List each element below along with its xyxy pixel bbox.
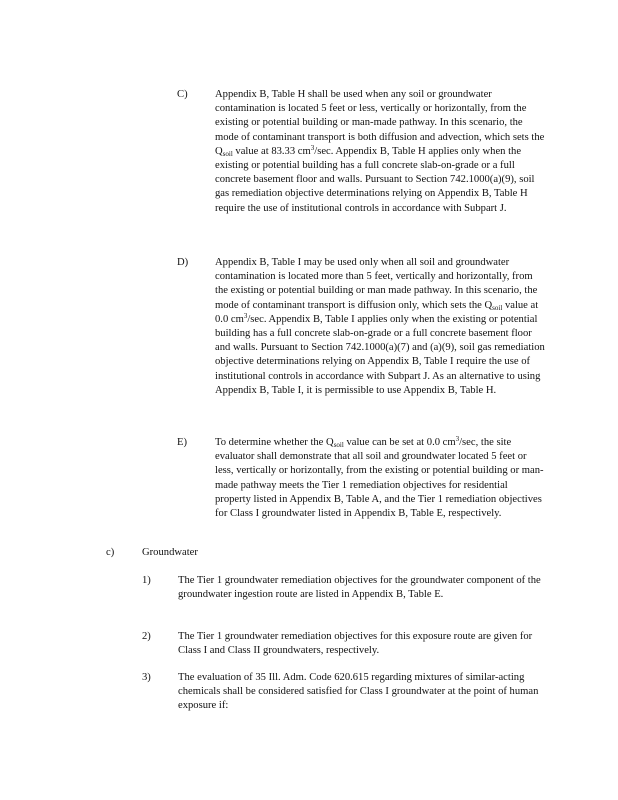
- subitem-2-text: The Tier 1 groundwater remediation objectives for this exposure route are given for Class I and Class II groundwaters, respectively.: [178, 631, 533, 657]
- subitem-3-text: The evaluation of 35 Ill. Adm. Code 620.615 regarding mixtures of similar-acting chemicals shall be considered satisfied for Class I groundwater at the point of human exposure if:: [178, 672, 539, 712]
- item-e-label: E): [177, 437, 187, 448]
- item-c-label: C): [177, 89, 188, 100]
- item-c-text: Appendix B, Table H shall be used when any soil or groundwater contamination is located 5 feet or less, vertically or horizontally, from the existing or potential building or man-made pathway. In this scenario, the mode of contaminant transport is both diffusion and advection, which sets the $Q_{soil}$ value at 83.33 $cm^3/\sec$. Appendix B, Table H applies only when the existing or potential building has a full concrete slab-on-grade or a full concrete basement floor and walls. Pursuant to Section 742.1000(a)(9), soil gas remediation objective determinations relying on Appendix B, Table H require the use of institutional controls in accordance with Subpart J.: [215, 89, 545, 214]
- section-c-heading: Groundwater: [142, 547, 198, 558]
- section-c-label: c): [106, 547, 115, 558]
- item-d-text: Appendix B, Table I may be used only when all soil and groundwater contamination is located more than 5 feet, vertically and horizontally, from the existing or potential building or man made pathway. In this scenario, the mode of contaminant transport is diffusion only, which sets the $Q_{soil}$ value at 0.0 $cm^3/\sec$. Appendix B, Table I applies only when the existing or potential building has a full concrete slab-on-grade or a full concrete basement floor and walls. Pursuant to Section 742.1000(a)(7) and (a)(9), soil gas remediation objective determinations relying on Appendix B, Table I require the use of institutional controls in accordance with Subpart J. As an alternative to using Appendix B, Table I, it is permissible to use Appendix B, Table H.: [215, 257, 545, 396]
- subitem-2-label: 2): [142, 631, 151, 642]
- subitem-1-label: 1): [142, 575, 151, 586]
- item-e-text: To determine whether the $Q_{soil}$ value can be set at 0.0 $cm^3/\sec$, the site evaluator shall demonstrate that all soil and groundwater located 5 feet or less, vertically or horizontally, from the existing or potential building or man-made pathway meets the Tier 1 remediation objectives for residential property listed in Appendix B, Table A, and the Tier 1 remediation objectives for Class I groundwater listed in Appendix B, Table E, respectively.: [215, 435, 544, 520]
- subitem-3-label: 3): [142, 672, 151, 683]
- subitem-1-text: The Tier 1 groundwater remediation objectives for the groundwater component of the groundwater ingestion route are listed in Appendix B, Table E.: [178, 575, 541, 601]
- item-d-label: D): [177, 257, 189, 268]
